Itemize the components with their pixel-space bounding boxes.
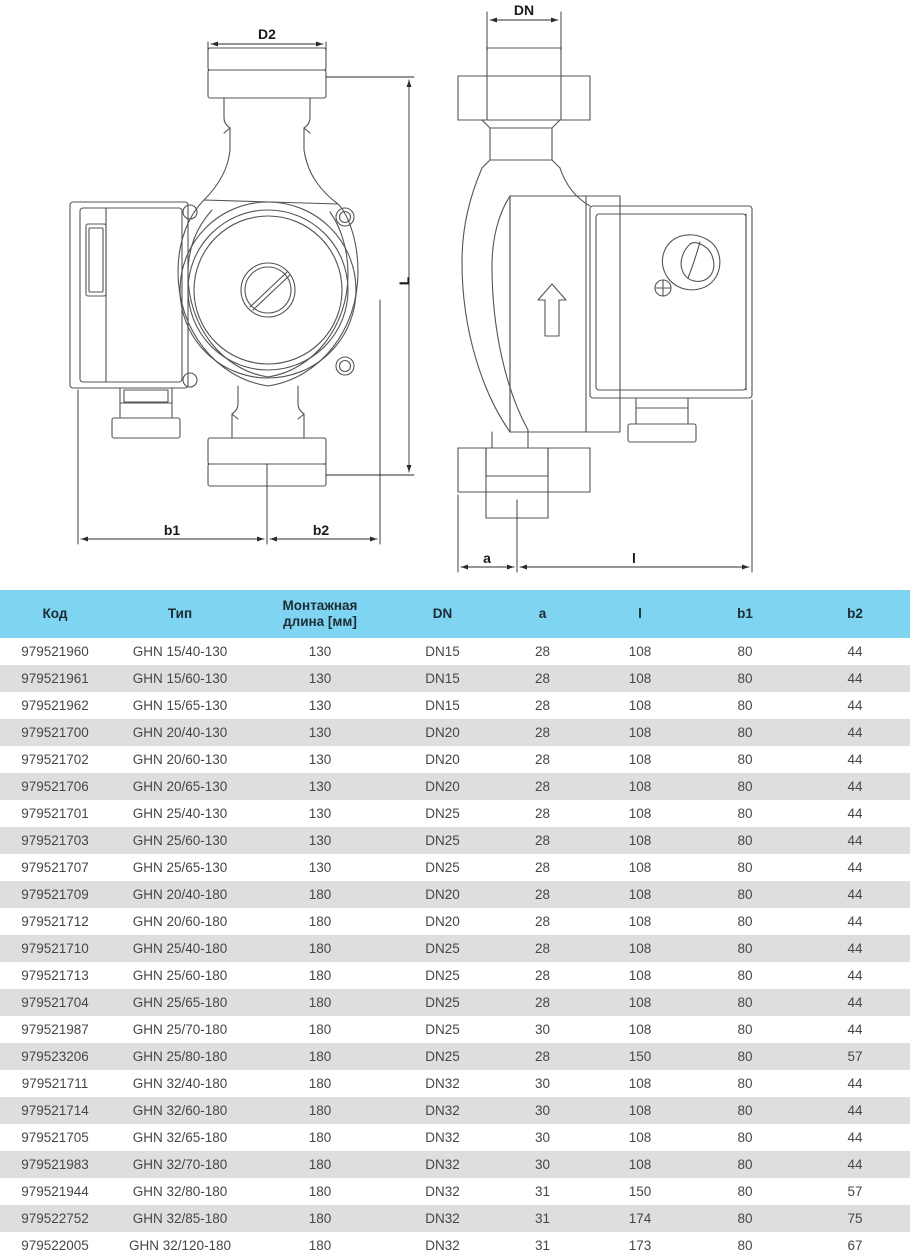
cell-dn: DN15 [390, 665, 495, 692]
cell-b1: 80 [690, 719, 800, 746]
cell-l: 150 [590, 1043, 690, 1070]
cell-a: 28 [495, 935, 590, 962]
cell-a: 30 [495, 1124, 590, 1151]
cell-type: GHN 32/70-180 [110, 1151, 250, 1178]
cell-b1: 80 [690, 773, 800, 800]
cell-a: 28 [495, 638, 590, 665]
cell-mount: 130 [250, 719, 390, 746]
cell-l: 108 [590, 638, 690, 665]
cell-type: GHN 20/65-130 [110, 773, 250, 800]
cell-b2: 44 [800, 908, 910, 935]
cell-code: 979521960 [0, 638, 110, 665]
cell-a: 28 [495, 989, 590, 1016]
cell-mount: 180 [250, 989, 390, 1016]
cell-b2: 57 [800, 1178, 910, 1205]
cell-dn: DN25 [390, 989, 495, 1016]
cell-type: GHN 15/65-130 [110, 692, 250, 719]
cell-a: 28 [495, 719, 590, 746]
cell-type: GHN 25/80-180 [110, 1043, 250, 1070]
cell-code: 979521709 [0, 881, 110, 908]
column-header-mounting-length-line2: длина [мм] [283, 614, 357, 629]
column-header-b2: b2 [800, 590, 910, 638]
cell-a: 28 [495, 773, 590, 800]
dimension-label-a: a [483, 550, 491, 566]
column-header-mounting-length-line1: Монтажная [282, 598, 358, 614]
cell-b1: 80 [690, 1016, 800, 1043]
cell-code: 979521962 [0, 692, 110, 719]
cell-l: 150 [590, 1178, 690, 1205]
table-row [0, 665, 910, 692]
cell-dn: DN20 [390, 746, 495, 773]
cell-code: 979521705 [0, 1124, 110, 1151]
cell-b1: 80 [690, 935, 800, 962]
cell-code: 979523206 [0, 1043, 110, 1070]
cell-l: 108 [590, 935, 690, 962]
table-header [0, 590, 910, 638]
cell-code: 979521710 [0, 935, 110, 962]
cell-type: GHN 25/60-130 [110, 827, 250, 854]
cell-type: GHN 32/120-180 [110, 1232, 250, 1259]
cell-a: 31 [495, 1178, 590, 1205]
cell-a: 28 [495, 854, 590, 881]
cell-l: 108 [590, 827, 690, 854]
cell-a: 30 [495, 1151, 590, 1178]
dimension-label-l-vertical: L [396, 276, 412, 286]
table-row [0, 827, 910, 854]
cell-mount: 180 [250, 1178, 390, 1205]
cell-type: GHN 32/60-180 [110, 1097, 250, 1124]
cell-type: GHN 32/80-180 [110, 1178, 250, 1205]
table-row [0, 1124, 910, 1151]
cell-dn: DN25 [390, 1016, 495, 1043]
cell-b2: 44 [800, 827, 910, 854]
cell-type: GHN 20/40-130 [110, 719, 250, 746]
dimension-label-l-horizontal: l [632, 550, 636, 566]
cell-dn: DN20 [390, 719, 495, 746]
table-row [0, 881, 910, 908]
cell-b1: 80 [690, 1178, 800, 1205]
dimension-label-b2: b2 [312, 522, 330, 538]
cell-a: 28 [495, 800, 590, 827]
table-row [0, 773, 910, 800]
cell-b2: 44 [800, 800, 910, 827]
cell-b2: 44 [800, 692, 910, 719]
cell-type: GHN 25/40-130 [110, 800, 250, 827]
cell-mount: 180 [250, 1232, 390, 1259]
cell-mount: 180 [250, 1205, 390, 1232]
front-view-group [70, 48, 358, 486]
cell-l: 108 [590, 692, 690, 719]
cell-mount: 180 [250, 1016, 390, 1043]
table-body [0, 638, 910, 1259]
cell-b2: 44 [800, 1124, 910, 1151]
cell-code: 979521983 [0, 1151, 110, 1178]
cell-code: 979521707 [0, 854, 110, 881]
cell-b2: 44 [800, 935, 910, 962]
cell-b2: 44 [800, 1070, 910, 1097]
cell-dn: DN32 [390, 1205, 495, 1232]
cell-dn: DN15 [390, 638, 495, 665]
cell-code: 979521703 [0, 827, 110, 854]
table-row [0, 989, 910, 1016]
cell-mount: 180 [250, 935, 390, 962]
table-row [0, 1205, 910, 1232]
cell-mount: 130 [250, 827, 390, 854]
cell-b1: 80 [690, 1097, 800, 1124]
cell-l: 108 [590, 1070, 690, 1097]
table-row [0, 800, 910, 827]
cell-l: 108 [590, 746, 690, 773]
cell-b2: 44 [800, 1016, 910, 1043]
cell-dn: DN32 [390, 1151, 495, 1178]
cell-l: 108 [590, 989, 690, 1016]
cell-l: 108 [590, 1016, 690, 1043]
cell-b1: 80 [690, 1205, 800, 1232]
cell-type: GHN 15/40-130 [110, 638, 250, 665]
cell-b2: 57 [800, 1043, 910, 1070]
cell-a: 28 [495, 881, 590, 908]
cell-l: 108 [590, 1151, 690, 1178]
dimension-label-d2: D2 [258, 26, 276, 42]
cell-type: GHN 25/70-180 [110, 1016, 250, 1043]
specification-table [0, 590, 910, 1259]
cell-dn: DN25 [390, 800, 495, 827]
table-header-row [0, 590, 910, 638]
table-row [0, 962, 910, 989]
cell-mount: 130 [250, 746, 390, 773]
cell-dn: DN32 [390, 1232, 495, 1259]
cell-type: GHN 25/60-180 [110, 962, 250, 989]
column-header-mounting-length [250, 590, 390, 638]
cell-code: 979521704 [0, 989, 110, 1016]
cell-b1: 80 [690, 1043, 800, 1070]
table-row [0, 719, 910, 746]
cell-code: 979521944 [0, 1178, 110, 1205]
cell-b2: 44 [800, 962, 910, 989]
cell-mount: 180 [250, 1124, 390, 1151]
cell-b2: 44 [800, 881, 910, 908]
pump-dimension-drawing [0, 0, 810, 590]
cell-l: 108 [590, 881, 690, 908]
cell-type: GHN 20/60-130 [110, 746, 250, 773]
table-row [0, 854, 910, 881]
cell-a: 31 [495, 1232, 590, 1259]
table-row [0, 1043, 910, 1070]
cell-code: 979521713 [0, 962, 110, 989]
cell-dn: DN25 [390, 962, 495, 989]
cell-b1: 80 [690, 989, 800, 1016]
cell-dn: DN32 [390, 1178, 495, 1205]
cell-l: 108 [590, 719, 690, 746]
cell-l: 108 [590, 800, 690, 827]
cell-type: GHN 32/65-180 [110, 1124, 250, 1151]
cell-mount: 130 [250, 692, 390, 719]
cell-type: GHN 32/85-180 [110, 1205, 250, 1232]
cell-b1: 80 [690, 665, 800, 692]
cell-code: 979522005 [0, 1232, 110, 1259]
cell-l: 108 [590, 908, 690, 935]
column-header-type: Тип [110, 590, 250, 638]
table-row [0, 1016, 910, 1043]
cell-b1: 80 [690, 638, 800, 665]
cell-b1: 80 [690, 908, 800, 935]
cell-b1: 80 [690, 746, 800, 773]
cell-dn: DN32 [390, 1097, 495, 1124]
cell-code: 979521701 [0, 800, 110, 827]
column-header-dn: DN [390, 590, 495, 638]
cell-b2: 44 [800, 1151, 910, 1178]
cell-b2: 44 [800, 638, 910, 665]
cell-code: 979521714 [0, 1097, 110, 1124]
cell-dn: DN25 [390, 827, 495, 854]
cell-type: GHN 25/65-180 [110, 989, 250, 1016]
cell-mount: 130 [250, 665, 390, 692]
table-row [0, 935, 910, 962]
table-row [0, 1178, 910, 1205]
cell-dn: DN25 [390, 935, 495, 962]
cell-mount: 180 [250, 1151, 390, 1178]
cell-a: 28 [495, 665, 590, 692]
cell-l: 108 [590, 962, 690, 989]
dimension-label-b1: b1 [163, 522, 181, 538]
table-row [0, 1097, 910, 1124]
cell-dn: DN32 [390, 1124, 495, 1151]
column-header-code: Код [0, 590, 110, 638]
cell-b1: 80 [690, 827, 800, 854]
cell-mount: 130 [250, 854, 390, 881]
cell-code: 979522752 [0, 1205, 110, 1232]
cell-b1: 80 [690, 692, 800, 719]
cell-mount: 130 [250, 638, 390, 665]
cell-l: 108 [590, 1124, 690, 1151]
cell-mount: 180 [250, 1070, 390, 1097]
cell-b1: 80 [690, 1151, 800, 1178]
cell-mount: 180 [250, 908, 390, 935]
cell-mount: 180 [250, 1097, 390, 1124]
cell-code: 979521700 [0, 719, 110, 746]
cell-mount: 180 [250, 962, 390, 989]
cell-a: 30 [495, 1097, 590, 1124]
cell-code: 979521702 [0, 746, 110, 773]
cell-b2: 44 [800, 719, 910, 746]
cell-dn: DN25 [390, 1043, 495, 1070]
column-header-a: a [495, 590, 590, 638]
table-row [0, 908, 910, 935]
cell-l: 173 [590, 1232, 690, 1259]
cell-type: GHN 20/40-180 [110, 881, 250, 908]
dimension-label-dn: DN [513, 2, 535, 18]
cell-mount: 130 [250, 800, 390, 827]
cell-dn: DN20 [390, 773, 495, 800]
cell-code: 979521712 [0, 908, 110, 935]
cell-type: GHN 25/40-180 [110, 935, 250, 962]
side-view-group [458, 48, 752, 518]
cell-b2: 44 [800, 1097, 910, 1124]
technical-drawing-area [0, 0, 810, 590]
cell-code: 979521987 [0, 1016, 110, 1043]
cell-mount: 180 [250, 881, 390, 908]
cell-dn: DN15 [390, 692, 495, 719]
cell-b1: 80 [690, 881, 800, 908]
cell-type: GHN 25/65-130 [110, 854, 250, 881]
cell-a: 28 [495, 692, 590, 719]
cell-b1: 80 [690, 962, 800, 989]
cell-l: 108 [590, 773, 690, 800]
cell-b1: 80 [690, 800, 800, 827]
cell-b2: 44 [800, 773, 910, 800]
cell-a: 30 [495, 1016, 590, 1043]
cell-a: 31 [495, 1205, 590, 1232]
cell-l: 108 [590, 1097, 690, 1124]
cell-a: 28 [495, 1043, 590, 1070]
table-row [0, 638, 910, 665]
cell-b2: 75 [800, 1205, 910, 1232]
cell-code: 979521706 [0, 773, 110, 800]
cell-type: GHN 20/60-180 [110, 908, 250, 935]
cell-type: GHN 32/40-180 [110, 1070, 250, 1097]
cell-dn: DN20 [390, 881, 495, 908]
column-header-l: l [590, 590, 690, 638]
cell-l: 108 [590, 854, 690, 881]
cell-dn: DN20 [390, 908, 495, 935]
cell-a: 28 [495, 908, 590, 935]
table-row [0, 746, 910, 773]
cell-b2: 67 [800, 1232, 910, 1259]
cell-mount: 180 [250, 1043, 390, 1070]
cell-a: 28 [495, 827, 590, 854]
table-row [0, 1070, 910, 1097]
cell-b2: 44 [800, 854, 910, 881]
cell-mount: 130 [250, 773, 390, 800]
cell-b1: 80 [690, 854, 800, 881]
table-row [0, 1232, 910, 1259]
cell-b2: 44 [800, 989, 910, 1016]
specification-table-wrapper [0, 590, 863, 1259]
cell-b1: 80 [690, 1232, 800, 1259]
cell-a: 28 [495, 962, 590, 989]
column-header-b1: b1 [690, 590, 800, 638]
cell-a: 28 [495, 746, 590, 773]
cell-dn: DN25 [390, 854, 495, 881]
cell-code: 979521961 [0, 665, 110, 692]
cell-b1: 80 [690, 1124, 800, 1151]
cell-b2: 44 [800, 665, 910, 692]
table-row [0, 1151, 910, 1178]
cell-a: 30 [495, 1070, 590, 1097]
cell-b2: 44 [800, 746, 910, 773]
cell-l: 108 [590, 665, 690, 692]
cell-dn: DN32 [390, 1070, 495, 1097]
cell-type: GHN 15/60-130 [110, 665, 250, 692]
cell-b1: 80 [690, 1070, 800, 1097]
table-row [0, 692, 910, 719]
cell-code: 979521711 [0, 1070, 110, 1097]
cell-l: 174 [590, 1205, 690, 1232]
